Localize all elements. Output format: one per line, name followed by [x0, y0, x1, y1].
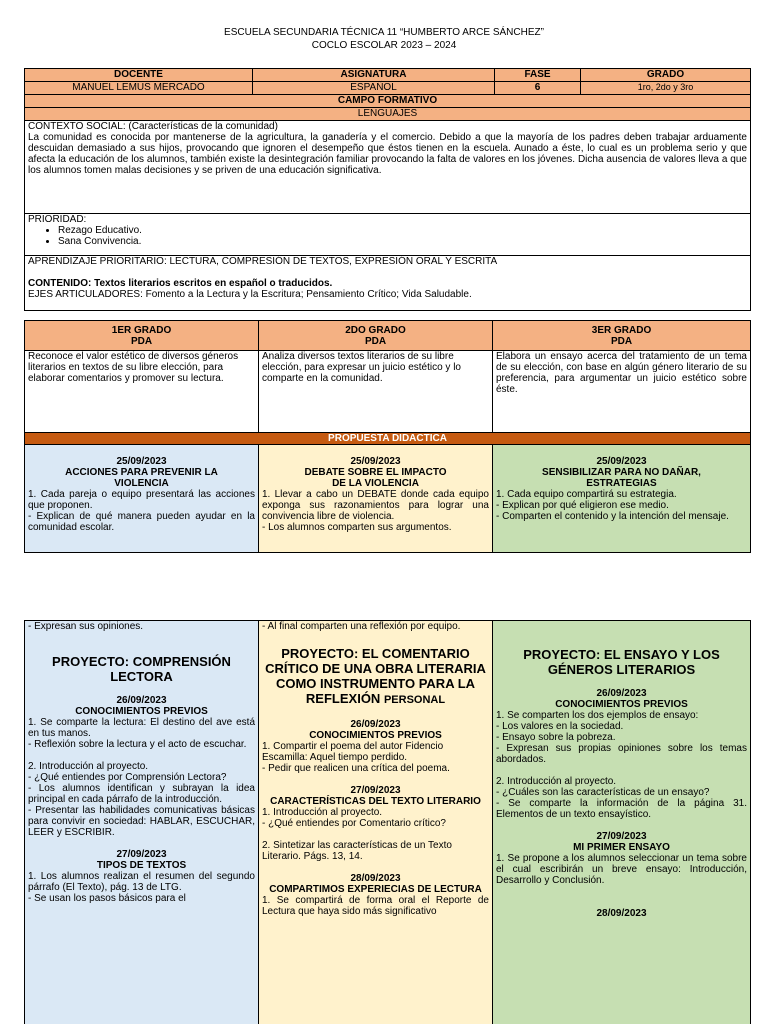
session-date: 26/09/2023 — [116, 695, 167, 706]
session-line: - Pedir que realicen una crítica del poema. — [262, 763, 450, 774]
grade-1-header — [25, 321, 259, 351]
activity-title: SENSIBILIZAR PARA NO DAÑAR, — [542, 467, 701, 478]
session-line: 2. Introducción al proyecto. — [496, 776, 617, 787]
activity-date: 25/09/2023 — [596, 456, 647, 467]
session-line: - Los alumnos identifican y subrayan la idea principal en cada párrafo de la introducción. — [28, 783, 255, 805]
session-title: TIPOS DE TEXTOS — [96, 860, 187, 871]
session-line: - ¿Qué entiendes por Comprensión Lectora? — [28, 772, 227, 783]
contenido-text: CONTENIDO: Textos literarios escritos en español o traducidos. — [28, 278, 333, 289]
activity-line: - Explican por qué eligieron ese medio. — [496, 500, 669, 511]
grade-3-sub: PDA — [610, 335, 633, 347]
activity-line: 1. Cada pareja o equipo presentará las acciones que proponen. — [28, 489, 255, 511]
activity-line: 1. Llevar a cabo un DEBATE donde cada equipo exponga sus razonamientos para lograr una convivencia libre de violencia. — [262, 489, 489, 522]
fase-label: FASE — [495, 69, 581, 82]
session-title: CONOCIMIENTOS PREVIOS — [555, 699, 688, 710]
session-line: 2. Sintetizar las características de un Texto Literario. Págs. 13, 14. — [262, 840, 452, 862]
session-line: - Reflexión sobre la lectura y el acto de escuchar. — [28, 739, 247, 750]
aprendizaje-text: APRENDIZAJE PRIORITARIO: LECTURA, COMPRESIÓN DE TEXTOS, EXPRESIÓN ORAL Y ESCRITA — [28, 256, 498, 267]
session-date: 27/09/2023 — [596, 831, 647, 842]
session-line: 1. Los alumnos realizan el resumen del segundo párrafo (El Texto), pág. 13 de LTG. — [28, 871, 255, 893]
session-title: MI PRIMER ENSAYO — [573, 842, 670, 853]
grade-3-header — [493, 321, 751, 351]
grade-1-sub: PDA — [130, 335, 153, 347]
activity-line: - Explican de qué manera pueden ayudar en la comunidad escolar. — [28, 511, 255, 533]
session-line: 1. Se propone a los alumnos seleccionar un tema sobre el cual escribirán un breve ensayo: Introducción, Desarrollo y Conclusión. — [496, 853, 747, 886]
session-line: 1. Se compartirá de forma oral el Reporte de Lectura que haya sido más significativo — [262, 895, 489, 917]
session-title: CONOCIMIENTOS PREVIOS — [75, 706, 208, 717]
session-date: 26/09/2023 — [350, 719, 401, 730]
project-title-main: PROYECTO: EL COMENTARIO CRÍTICO DE UNA OBRA LITERARIA COMO INSTRUMENTO PARA LA REFLEXIÓN — [265, 646, 486, 706]
priority-cell — [25, 214, 751, 256]
school-cycle: COCLO ESCOLAR 2023 – 2024 — [311, 40, 457, 51]
asignatura-label: ASIGNATURA — [253, 69, 495, 82]
session-title: CONOCIMIENTOS PREVIOS — [309, 730, 442, 741]
aprendizaje-cell — [25, 256, 751, 311]
col1-top: - Expresan sus opiniones. — [28, 621, 144, 632]
pda-table — [24, 320, 751, 553]
planning-table — [24, 68, 751, 311]
fase-value: 6 — [495, 82, 581, 95]
grade-2-sub: PDA — [364, 335, 387, 347]
asignatura-value: ESPAÑOL — [253, 82, 495, 95]
session-date: 28/09/2023 — [350, 873, 401, 884]
activity-title: ACCIONES PARA PREVENIR LA — [65, 467, 218, 478]
activity-3 — [493, 445, 751, 553]
session-line: - Los valores en la sociedad. — [496, 721, 624, 732]
session-line: - Se usan los pasos básicos para el — [28, 893, 186, 904]
session-title: CARACTERÍSTICAS DEL TEXTO LITERARIO — [270, 796, 481, 807]
session-line: 1. Compartir el poema del autor Fidencio Escamilla: Aquel tiempo perdido. — [262, 741, 444, 763]
activity-line: 1. Cada equipo compartirá su estrategia. — [496, 489, 677, 500]
grade-3-pda: Elabora un ensayo acerca del tratamiento de un tema de su elección, con base en algún género literario de su preferencia, para argumentar un juicio estético sobre éste. — [493, 351, 751, 433]
grado-value: 1ro, 2do y 3ro — [581, 82, 751, 95]
priority-item: • Sana Convivencia. — [58, 236, 747, 247]
session-date: 27/09/2023 — [116, 849, 167, 860]
grade-1-pda: Reconoce el valor estético de diversos géneros literarios en textos de su libre elección, para elaborar comentarios y promover su lectura. — [25, 351, 259, 433]
campo-value: LENGUAJES — [25, 108, 751, 121]
context-cell — [25, 121, 751, 214]
session-date: 26/09/2023 — [596, 688, 647, 699]
grado-label: GRADO — [581, 69, 751, 82]
project-title: PROYECTO: COMPRENSIÓN LECTORA — [52, 654, 231, 684]
session-line: 1. Se comparte la lectura: El destino del ave está en tus manos. — [28, 717, 255, 739]
activity-title: ESTRATEGIAS — [586, 478, 657, 489]
session-title: COMPARTIMOS EXPERIECIAS DE LECTURA — [269, 884, 482, 895]
session-line: - ¿Qué entiendes por Comentario crítico? — [262, 818, 446, 829]
project-title-tail: PERSONAL — [383, 694, 446, 706]
activities-table-continued — [24, 620, 751, 1024]
col2-top: - Al final comparten una reflexión por equipo. — [262, 621, 461, 632]
session-line: 1. Introducción al proyecto. — [262, 807, 383, 818]
activity-date: 25/09/2023 — [350, 456, 401, 467]
col-1 — [25, 621, 259, 1024]
grade-2-pda: Analiza diversos textos literarios de su libre elección, para expresar un juicio estético y lo comparte en la comunidad. — [259, 351, 493, 433]
docente-label: DOCENTE — [25, 69, 253, 82]
activity-title: VIOLENCIA — [114, 478, 169, 489]
project-title: PROYECTO: EL ENSAYO Y LOS GÉNEROS LITERARIOS — [523, 647, 720, 677]
session-line: 2. Introducción al proyecto. — [28, 761, 149, 772]
session-date: 27/09/2023 — [350, 785, 401, 796]
grade-2-title: 2DO GRADO — [345, 324, 406, 336]
context-title: CONTEXTO SOCIAL: (Características de la comunidad) — [28, 121, 278, 132]
project-title — [262, 646, 489, 708]
page-gap — [0, 568, 768, 610]
col-2 — [259, 621, 493, 1024]
priority-list — [58, 225, 747, 247]
col-3 — [493, 621, 751, 1024]
session-line: - Ensayo sobre la pobreza. — [496, 732, 616, 743]
document-page-2 — [0, 610, 768, 1024]
school-name: ESCUELA SECUNDARIA TÉCNICA 11 “HUMBERTO ARCE SÁNCHEZ” — [224, 27, 544, 38]
session-line: - Presentar las habilidades comunicativas básicas para convivir en sociedad: HABLAR, ESCUCHAR, LEER y ESCRIBIR. — [28, 805, 255, 838]
session-line: - Se comparte la información de la página 31. Elementos de un texto ensayístico. — [496, 798, 747, 820]
priority-label: PRIORIDAD: — [28, 214, 87, 225]
propuesta-label: PROPUESTA DIDACTICA — [25, 433, 751, 445]
session-date: 28/09/2023 — [596, 908, 647, 919]
priority-item: • Rezago Educativo. — [58, 225, 747, 236]
context-text: La comunidad es conocida por mantenerse de la agricultura, la ganadería y el comercio. Debido a que la mayoría de los padres deben trabajar arduamente descuidan demasiado a sus hijos, provocando que ignoren el desempeño que éstos tienen en la escuela. Aunado a éste, lo cual es un problema serio y que afecta la educación de los alumnos, también existe la desintegración familiar provocando la falta de valores en los jóvenes. Dicha ausencia de valores lleva a que los alumnos tomen malas decisiones y se priven de una educación significativa. — [28, 132, 747, 176]
grade-2-header — [259, 321, 493, 351]
docente-value: MANUEL LEMUS MERCADO — [25, 82, 253, 95]
grade-1-title: 1ER GRADO — [111, 324, 172, 336]
session-line: - Expresan sus propias opiniones sobre los temas abordados. — [496, 743, 747, 765]
activity-date: 25/09/2023 — [116, 456, 167, 467]
activity-line: - Comparten el contenido y la intención del mensaje. — [496, 511, 729, 522]
campo-label: CAMPO FORMATIVO — [25, 95, 751, 108]
activity-2 — [259, 445, 493, 553]
activity-title: DEBATE SOBRE EL IMPACTO — [304, 467, 447, 478]
activity-line: - Los alumnos comparten sus argumentos. — [262, 522, 452, 533]
session-line: - ¿Cuáles son las características de un ensayo? — [496, 787, 710, 798]
ejes-text: EJES ARTICULADORES: Fomento a la Lectura y la Escritura; Pensamiento Crítico; Vida Saludable. — [28, 289, 472, 300]
activity-1 — [25, 445, 259, 553]
session-line: 1. Se comparten los dos ejemplos de ensayo: — [496, 710, 699, 721]
grade-3-title: 3ER GRADO — [591, 324, 652, 336]
activity-title: DE LA VIOLENCIA — [332, 478, 419, 489]
